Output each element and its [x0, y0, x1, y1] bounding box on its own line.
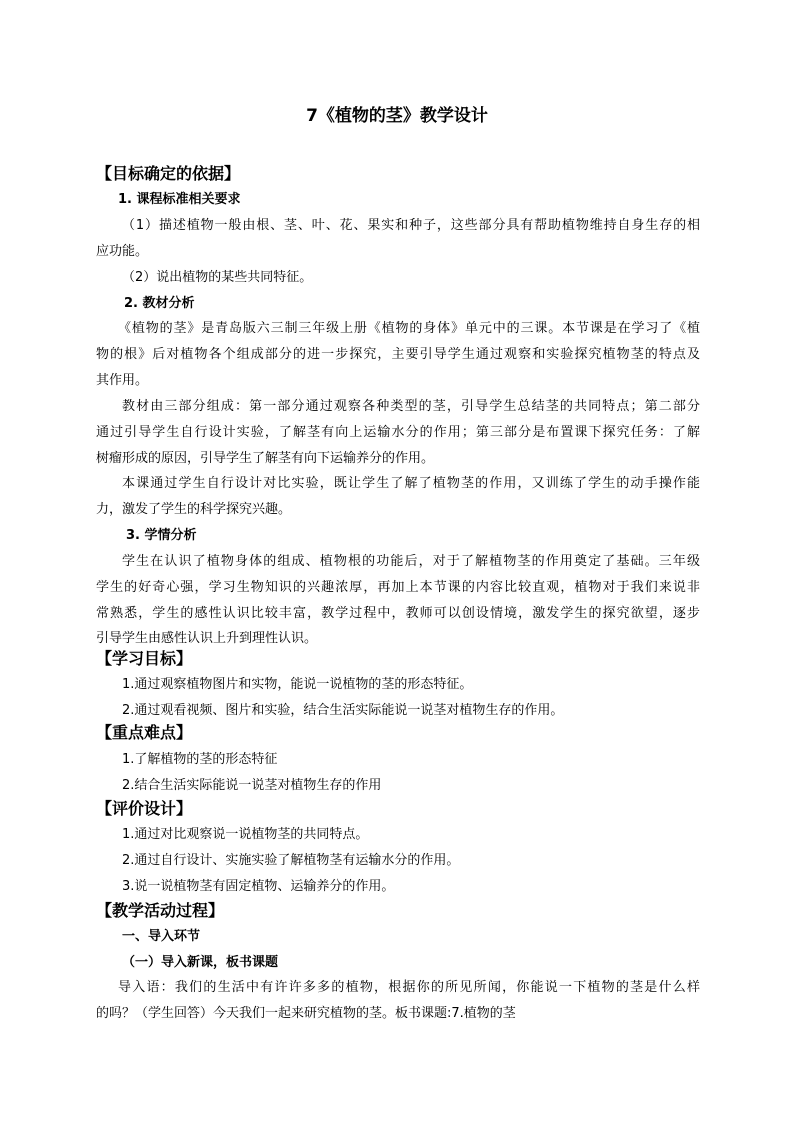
- subsection-title-intro: 一、导入环节: [122, 929, 201, 944]
- list-item: 2.通过观看视频、图片和实验，结合生活实际能说一说茎对植物生存的作用。: [122, 703, 564, 718]
- paragraph-line: 导入语：我们的生活中有许许多多的植物，根据你的所见所闻，你能说一下植物的茎是什么样: [118, 980, 700, 995]
- document-title: 7《植物的茎》教学设计: [306, 106, 488, 126]
- paragraph-line: 其作用。: [96, 373, 149, 388]
- paragraph-line: 教材由三部分组成：第一部分通过观察各种类型的茎，引导学生总结茎的共同特点；第二部分: [122, 399, 700, 414]
- subsection-title-curriculum: 1. 课程标准相关要求: [118, 192, 241, 207]
- paragraph-line: 学生的好奇心强，学习生物知识的兴趣浓厚，再加上本节课的内容比较直观，植物对于我们来说非: [96, 580, 700, 595]
- paragraph-line: 常熟悉，学生的感性认识比较丰富，教学过程中，教师可以创设情境，激发学生的探究欲望，逐步: [96, 606, 700, 621]
- list-item: 3.说一说植物茎有固定植物、运输养分的作用。: [122, 879, 395, 894]
- section-heading-goals: 【学习目标】: [96, 649, 193, 668]
- paragraph-line: 本课通过学生自行设计对比实验，既让学生了解了植物茎的作用，又训练了学生的动手操作能: [122, 476, 700, 491]
- list-item: 1.通过观察植物图片和实物，能说一说植物的茎的形态特征。: [122, 677, 473, 692]
- list-item: 1.通过对比观察说一说植物茎的共同特点。: [122, 827, 369, 842]
- paragraph-line: 力，激发了学生的科学探究兴趣。: [96, 502, 292, 517]
- paragraph-line: 物的根》后对植物各个组成部分的进一步探究，主要引导学生通过观察和实验探究植物茎的特点及: [96, 347, 700, 362]
- paragraph-line: （1）描述植物一般由根、茎、叶、花、果实和种子，这些部分具有帮助植物维持自身生存的相: [122, 218, 700, 233]
- paragraph-line: （2）说出植物的某些共同特征。: [122, 270, 313, 285]
- section-heading-basis: 【目标确定的依据】: [96, 164, 241, 183]
- paragraph-line: 学生在认识了植物身体的组成、植物根的功能后，对于了解植物茎的作用奠定了基础。三年级: [122, 554, 700, 569]
- paragraph-line: 的吗？（学生回答）今天我们一起来研究植物的茎。板书课题:7.植物的茎: [96, 1006, 516, 1021]
- subsection-subtitle-intro: （一）导入新课，板书课题: [122, 955, 279, 970]
- list-item: 2.结合生活实际能说一说茎对植物生存的作用: [122, 778, 382, 793]
- section-heading-key-points: 【重点难点】: [96, 723, 193, 742]
- section-heading-evaluation: 【评价设计】: [96, 799, 193, 818]
- paragraph-line: 引导学生由感性认识上升到理性认识。: [96, 631, 318, 646]
- paragraph-line: 《植物的茎》是青岛版六三制三年级上册《植物的身体》单元中的三课。本节课是在学习了《植: [118, 321, 700, 336]
- section-heading-process: 【教学活动过程】: [96, 901, 225, 920]
- list-item: 1.了解植物的茎的形态特征: [122, 752, 278, 767]
- list-item: 2.通过自行设计、实施实验了解植物茎有运输水分的作用。: [122, 853, 460, 868]
- subsection-title-textbook: 2. 教材分析: [124, 296, 195, 311]
- paragraph-line: 树瘤形成的原因，引导学生了解茎有向下运输养分的作用。: [96, 451, 435, 466]
- paragraph-line: 通过引导学生自行设计实验，了解茎有向上运输水分的作用；第三部分是布置课下探究任务：了解: [96, 425, 700, 440]
- paragraph-line: 应功能。: [96, 244, 149, 259]
- subsection-title-students: 3. 学情分析: [126, 528, 197, 543]
